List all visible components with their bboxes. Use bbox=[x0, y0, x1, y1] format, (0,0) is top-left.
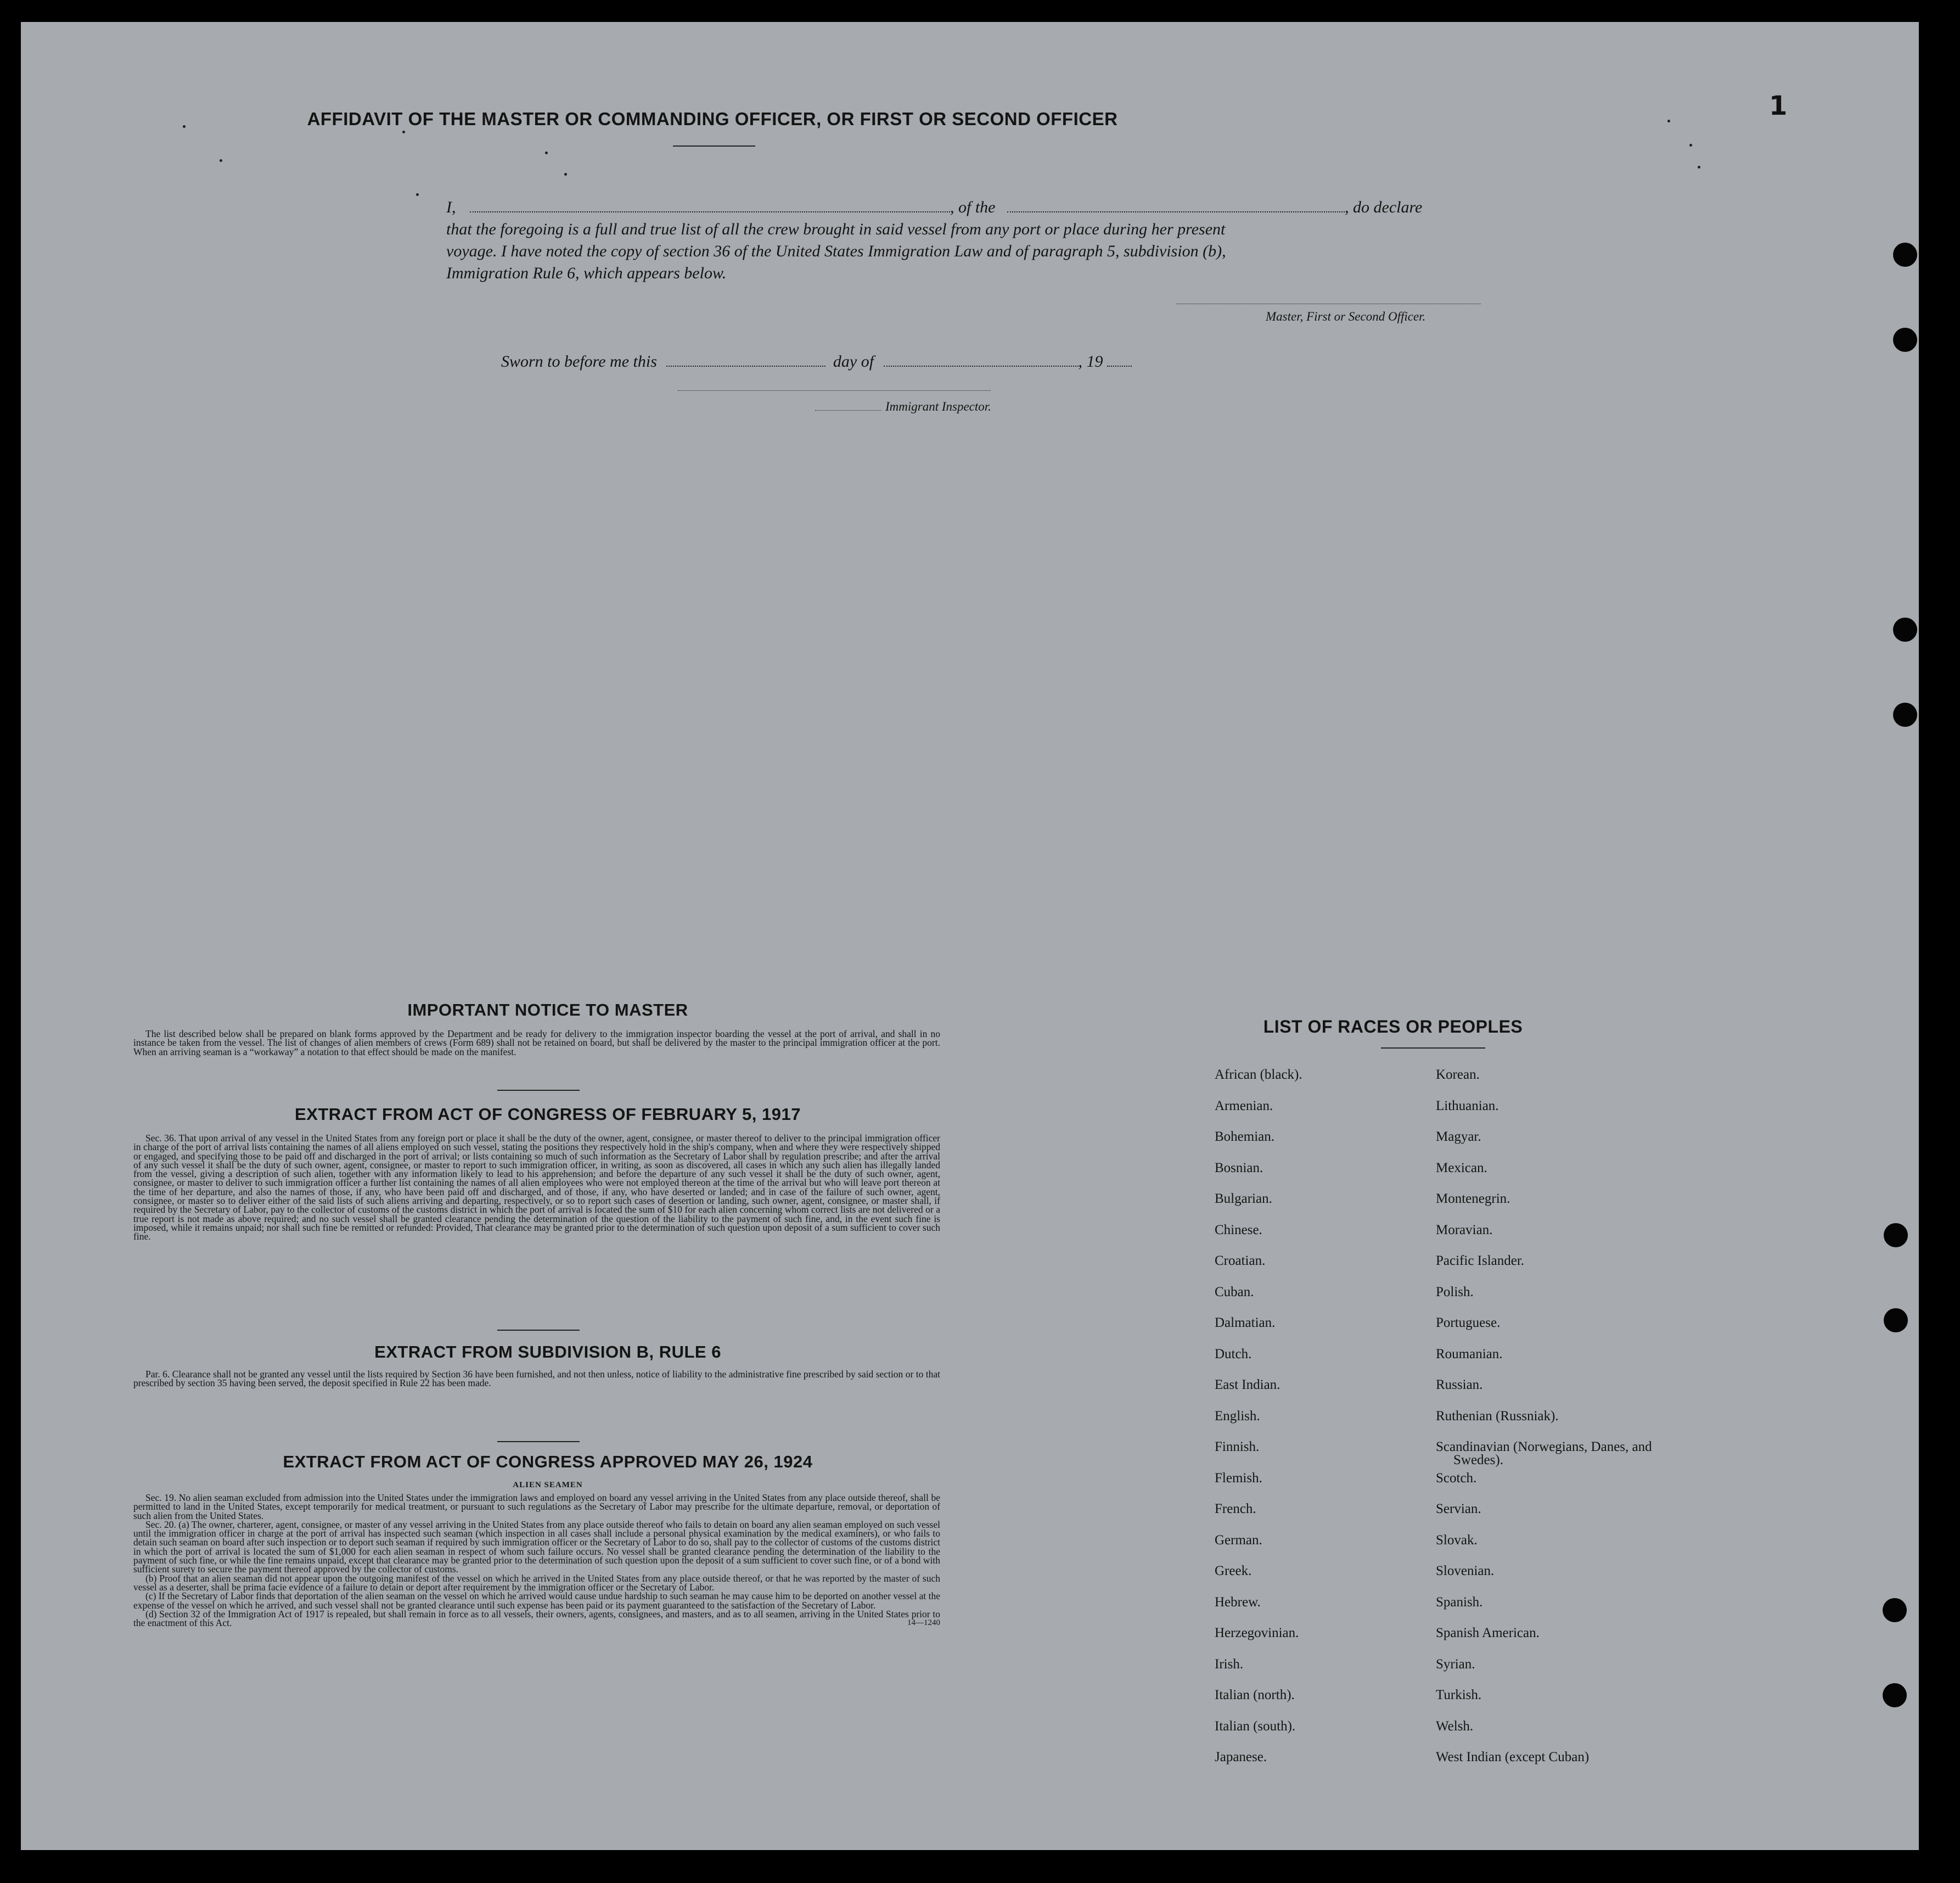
section-20b-paragraph: (b) Proof that an alien seaman did not appear upon the outgoing manifest of the vessel on which he arrived in the United States from any place outside thereof, or that he was reported by the master of such vessel as a deserter, shall be prima facie evidence of a failure to detain or deport after requirement by the immigration officer or the Secretary of Labor. bbox=[133, 1572, 940, 1593]
name-blank[interactable] bbox=[470, 199, 950, 212]
races-column-1 bbox=[1215, 1068, 1302, 1782]
section-20a-paragraph: Sec. 20. (a) The owner, charterer, agent, consignee, or master of any vessel arriving in the United States from any place outside thereof who fails to detain on board any alien seaman employed on such vessel until the immigration officer in charge at the port of arrival has inspected such seaman (which inspection in all cases shall include a personal physical examination by the medical examiners), or who fails to detain such seaman on board after such inspection or to deport such seaman if required by such immigration officer or the Secretary of Labor to do so, shall pay to the collector of customs of the customs district in which the port of arrival is located the sum of $1,000 for each alien seaman in respect of whom such failure occurs. No vessel shall be granted clearance pending the determination of the liability to the payment of such fine, or while the fine remains unpaid, except that clearance may be granted prior to the determination of such question upon the deposit of a sum sufficient to cover such fine, or of a bond with sufficient surety to secure the payment thereof approved by the collector of customs. bbox=[133, 1518, 940, 1575]
race-item: Magyar. bbox=[1436, 1129, 1481, 1144]
extract-rule6-text bbox=[133, 1370, 940, 1388]
affidavit-line: voyage. I have noted the copy of section 36 of the United States Immigration Law and of paragraph 5, subdivision (b), bbox=[446, 242, 1226, 260]
scan-speck bbox=[1698, 166, 1700, 169]
punch-hole bbox=[1893, 618, 1917, 642]
scan-speck bbox=[416, 193, 419, 196]
section-36-paragraph: Sec. 36. That upon arrival of any vessel in the United States from any foreign port or place it shall be the duty of the owner, agent, consignee, or master thereof to deliver to the principal immigration officer in charge of the port of arrival lists containing the names of all aliens employed on such vessel, stating the positions they respectively hold in the ship's company, when and where they were respectively shipped or engaged, and specifying those to be paid off and discharged in the port of arrival; or lists containing so much of such information as the Secretary of Labor shall by regulation prescribe; and after the arrival of any such vessel it shall be the duty of such owner, agent, consignee, or master to report to such immigration officer, in writing, as soon as discovered, all cases in which any such alien has illegally landed from the vessel, giving a description of such alien, together with any information likely to lead to his apprehension; and before the departure of any such vessel it shall be the duty of such owner, agent, consignee, or master to deliver to such immigration officer a further list containing the names of all alien employees who were not employed thereon at the time of the arrival but who will leave port thereon at the time of her departure, and also the names of those, if any, who have been paid off and discharged, and of those, if any, who have deserted or landed; and in case of the failure of such owner, agent, consignee, or master so to deliver either of the said lists of such aliens arriving and departing, respectively, or so to report such cases of desertion or landing, such owner, agent, consignee, or master shall, if required by the Secretary of Labor, pay to the collector of customs of the customs district in which the port of arrival is located the sum of $10 for each alien concerning whom correct lists are not delivered or a true report is not made as above required; and no such vessel shall be granted clearance pending the determination of the question of the liability to the payment of such fine, and, in the event such fine is imposed, while it remains unpaid; nor shall such fine be remitted or refunded: Provided, That clearance may be granted prior to the determination of such question upon deposit of a sum sufficient to cover such fine. bbox=[133, 1133, 940, 1242]
rule6-paragraph: Par. 6. Clearance shall not be granted any vessel until the lists required by Section 36 have been furnished, and not then unless, notice of liability to the administrative fine prescribed by said section or to that prescribed by section 35 having been served, the deposit specified in Rule 22 has been made. bbox=[133, 1369, 940, 1389]
alien-seamen-subtitle: ALIEN SEAMEN bbox=[513, 1481, 583, 1489]
document-sheet bbox=[21, 22, 1919, 1850]
race-item: Portuguese. bbox=[1436, 1315, 1501, 1330]
race-item: Greek. bbox=[1215, 1563, 1252, 1578]
punch-hole bbox=[1884, 1308, 1908, 1332]
race-item: French. bbox=[1215, 1501, 1256, 1516]
inspector-blank[interactable] bbox=[815, 402, 881, 411]
day-of-label: day of bbox=[833, 352, 874, 371]
race-item: African (black). bbox=[1215, 1067, 1302, 1082]
day-blank[interactable] bbox=[666, 354, 825, 367]
year-label: , 19 bbox=[1078, 352, 1103, 371]
margin-note: 1 bbox=[1769, 91, 1788, 121]
races-title: LIST OF RACES OR PEOPLES bbox=[1263, 1017, 1523, 1036]
race-item: Korean. bbox=[1436, 1067, 1480, 1082]
race-item: Scotch. bbox=[1436, 1470, 1477, 1486]
punch-hole bbox=[1893, 243, 1917, 267]
race-item: Moravian. bbox=[1436, 1222, 1493, 1237]
race-item: Welsh. bbox=[1436, 1718, 1474, 1734]
affidavit-line: Immigration Rule 6, which appears below. bbox=[446, 264, 727, 282]
divider bbox=[497, 1441, 580, 1442]
extract-1917-title: EXTRACT FROM ACT OF CONGRESS OF FEBRUARY 5, 1917 bbox=[295, 1105, 801, 1124]
race-item: Bosnian. bbox=[1215, 1160, 1263, 1175]
race-item: East Indian. bbox=[1215, 1377, 1281, 1392]
race-item: Italian (south). bbox=[1215, 1718, 1296, 1734]
scan-speck bbox=[220, 159, 222, 162]
scan-speck bbox=[1689, 144, 1692, 147]
race-item: Turkish. bbox=[1436, 1688, 1482, 1702]
race-item: German. bbox=[1215, 1532, 1262, 1548]
race-item: Pacific Islander. bbox=[1436, 1253, 1525, 1268]
divider bbox=[497, 1090, 580, 1091]
race-item: Russian. bbox=[1436, 1377, 1483, 1392]
affidavit-title: AFFIDAVIT OF THE MASTER OR COMMANDING OFFICER, OR FIRST OR SECOND OFFICER bbox=[307, 109, 1118, 129]
race-item: Dalmatian. bbox=[1215, 1315, 1276, 1330]
divider bbox=[1381, 1047, 1485, 1049]
race-item: Spanish American. bbox=[1436, 1626, 1540, 1640]
race-item: Chinese. bbox=[1215, 1222, 1262, 1237]
scan-speck bbox=[1667, 120, 1670, 122]
sworn-prefix: Sworn to before me this bbox=[501, 352, 657, 371]
punch-hole bbox=[1883, 1598, 1907, 1622]
notice-title: IMPORTANT NOTICE TO MASTER bbox=[407, 1000, 688, 1019]
signature-line[interactable] bbox=[1176, 303, 1481, 304]
declare-label: , do declare bbox=[1345, 198, 1423, 216]
race-item: Scandinavian (Norwegians, Danes, and Swedes). bbox=[1436, 1439, 1652, 1467]
declarant-prefix: I, bbox=[446, 198, 456, 216]
race-item: Cuban. bbox=[1215, 1284, 1254, 1299]
extract-1917-text bbox=[133, 1134, 940, 1241]
race-item: Flemish. bbox=[1215, 1470, 1262, 1486]
month-blank[interactable] bbox=[884, 354, 1079, 367]
race-item: Hebrew. bbox=[1215, 1594, 1261, 1610]
race-item: Irish. bbox=[1215, 1656, 1244, 1672]
race-item: Slovenian. bbox=[1436, 1563, 1495, 1578]
race-item: Herzegovinian. bbox=[1215, 1626, 1299, 1640]
race-item: Ruthenian (Russniak). bbox=[1436, 1408, 1559, 1424]
scan-speck bbox=[402, 131, 405, 133]
race-item: Croatian. bbox=[1215, 1253, 1266, 1268]
section-19-paragraph: Sec. 19. No alien seaman excluded from admission into the United States under the immigration laws and employed on board any vessel arriving in the United States from any place outside thereof, shall be permitted to land in the United States, except temporarily for medical treatment, or pursuant to such regulations as the Secretary of Labor may prescribe for the ultimate departure, removal, or deportation of such alien from the United States. bbox=[133, 1492, 940, 1521]
section-20d-text: (d) Section 32 of the Immigration Act of 1917 is repealed, but shall remain in force as to all vessels, their owners, agents, consignees, and masters, and as to all seamen, arriving in the United States prior to the enactment of this Act. bbox=[133, 1608, 940, 1629]
punch-hole bbox=[1893, 328, 1917, 352]
divider bbox=[497, 1330, 580, 1331]
race-item: Italian (north). bbox=[1215, 1688, 1295, 1702]
of-the-label: , of the bbox=[950, 198, 996, 216]
declaration-line bbox=[446, 197, 1538, 218]
sworn-line bbox=[501, 352, 1132, 371]
notice-paragraph: The list described below shall be prepared on blank forms approved by the Department and be ready for delivery to the immigration inspector boarding the vessel at the port of arrival, and shall in no instance be taken from the vessel. The list of changes of alien members of crews (Form 689) shall not be retained on board, but shall be delivered by the master to the principal immigration officer at the port. When an arriving seaman is a “workaway” a notation to that effect should be made on the manifest. bbox=[133, 1028, 940, 1057]
race-item: West Indian (except Cuban) bbox=[1436, 1750, 1590, 1764]
affidavit-line: that the foregoing is a full and true list of all the crew brought in said vessel from any port or place during her present bbox=[446, 220, 1226, 238]
races-column-2 bbox=[1436, 1068, 1666, 1782]
extract-1924-text bbox=[133, 1493, 940, 1627]
inspector-signature-line[interactable] bbox=[678, 390, 991, 391]
signature-label: Master, First or Second Officer. bbox=[1266, 310, 1426, 323]
vessel-blank[interactable] bbox=[1007, 199, 1345, 212]
race-item: Bohemian. bbox=[1215, 1129, 1275, 1144]
race-item: Mexican. bbox=[1436, 1160, 1487, 1175]
race-item: Montenegrin. bbox=[1436, 1191, 1510, 1206]
race-item: Bulgarian. bbox=[1215, 1191, 1272, 1206]
race-item: Syrian. bbox=[1436, 1656, 1475, 1672]
year-blank[interactable] bbox=[1107, 354, 1132, 367]
affidavit-text bbox=[446, 197, 1538, 284]
race-item: Armenian. bbox=[1215, 1098, 1273, 1113]
extract-1924-title: EXTRACT FROM ACT OF CONGRESS APPROVED MAY 26, 1924 bbox=[283, 1452, 813, 1471]
race-item: Slovak. bbox=[1436, 1532, 1478, 1548]
punch-hole bbox=[1893, 703, 1917, 727]
inspector-label bbox=[815, 400, 991, 414]
race-item: Spanish. bbox=[1436, 1594, 1483, 1610]
scan-speck bbox=[545, 152, 548, 154]
form-number: 14—1240 bbox=[907, 1618, 940, 1628]
race-item: Finnish. bbox=[1215, 1439, 1260, 1454]
section-20c-paragraph: (c) If the Secretary of Labor finds that deportation of the alien seaman on the vessel on which he arrived would cause undue hardship to such seaman he may cause him to be deported on another vessel at the expense of the vessel on which he arrived, and such vessel shall not be granted clearance until such expense has been paid or its payment guaranteed to the satisfaction of the Secretary of Labor. bbox=[133, 1590, 940, 1611]
race-item: Dutch. bbox=[1215, 1346, 1252, 1361]
inspector-title: Immigrant Inspector. bbox=[885, 400, 991, 413]
extract-rule6-title: EXTRACT FROM SUBDIVISION B, RULE 6 bbox=[374, 1342, 721, 1361]
race-item: Polish. bbox=[1436, 1284, 1474, 1299]
race-item: Roumanian. bbox=[1436, 1346, 1503, 1361]
section-20d-paragraph bbox=[133, 1610, 940, 1628]
race-item: Japanese. bbox=[1215, 1750, 1267, 1764]
notice-text bbox=[133, 1029, 940, 1056]
punch-hole bbox=[1883, 1683, 1907, 1707]
race-item: Lithuanian. bbox=[1436, 1098, 1499, 1113]
scan-speck bbox=[564, 173, 567, 176]
race-item: English. bbox=[1215, 1408, 1260, 1424]
race-item: Servian. bbox=[1436, 1501, 1481, 1516]
divider bbox=[673, 145, 755, 147]
punch-hole bbox=[1884, 1223, 1908, 1247]
